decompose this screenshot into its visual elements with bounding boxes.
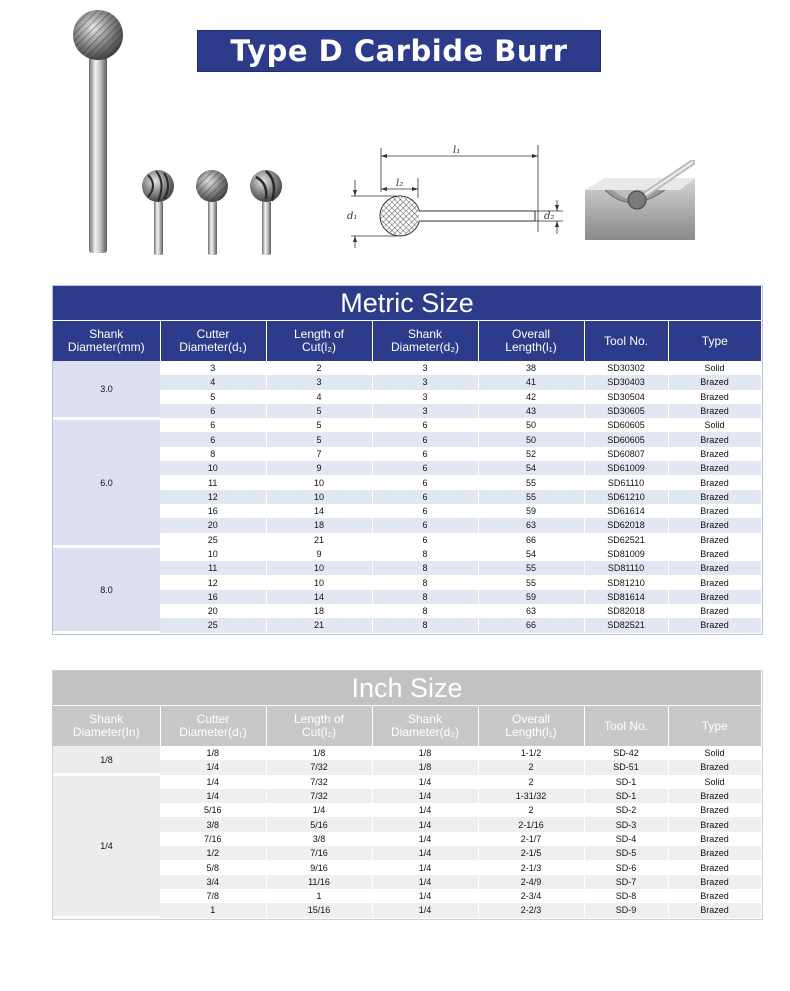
column-header-line: Diameter(d₂) (390, 340, 459, 354)
column-header-line: Diameter(In) (72, 725, 140, 739)
column-header (668, 706, 761, 747)
table-cell: 1-31/32 (478, 789, 584, 803)
table-cell: SD-6 (584, 860, 668, 874)
table-cell: 2-1/3 (478, 860, 584, 874)
table-cell: Brazed (668, 590, 761, 604)
table-cell: 8 (372, 604, 478, 618)
table-row (53, 461, 761, 475)
table-cell: SD61614 (584, 504, 668, 518)
table-cell: 1/4 (372, 803, 478, 817)
table-row (53, 875, 761, 889)
column-header-line: Cut(l₂) (302, 340, 336, 354)
l2-label: l₂ (396, 178, 404, 189)
table-cell: 1/4 (372, 846, 478, 860)
table-cell: 9/16 (266, 860, 372, 874)
table-cell: 1/8 (372, 760, 478, 774)
table-cell: Brazed (668, 533, 761, 547)
column-header-line: Shank (89, 327, 124, 341)
table-cell: SD62018 (584, 518, 668, 532)
table-cell: 10 (266, 490, 372, 504)
column-header-line: Type (701, 718, 728, 733)
table-cell: 5/16 (160, 803, 266, 817)
column-header (160, 321, 266, 362)
table-row (53, 903, 761, 917)
column-header (53, 706, 160, 747)
column-header (478, 706, 584, 747)
table-cell: 16 (160, 590, 266, 604)
table-cell: 66 (478, 618, 584, 632)
table-row (53, 432, 761, 446)
table-cell: 6 (160, 404, 266, 418)
table-cell: SD-51 (584, 760, 668, 774)
table-cell: 50 (478, 418, 584, 432)
table-cell: 10 (266, 475, 372, 489)
table-cell: 12 (160, 490, 266, 504)
table-cell: 5 (266, 418, 372, 432)
column-header-line: Shank (407, 327, 443, 341)
table-cell: 3 (372, 404, 478, 418)
table-row (53, 375, 761, 389)
table-cell: 6 (372, 475, 478, 489)
table-cell: 66 (478, 533, 584, 547)
table-cell: 6 (160, 418, 266, 432)
column-header-line: Tool No. (603, 718, 649, 733)
table-cell: 7/32 (266, 775, 372, 789)
table-cell: Brazed (668, 518, 761, 532)
metric-size-table (53, 286, 762, 634)
column-header (266, 321, 372, 362)
table-cell: 8 (372, 590, 478, 604)
table-cell: 16 (160, 504, 266, 518)
table-cell: 55 (478, 490, 584, 504)
table-cell: Brazed (668, 461, 761, 475)
table-cell: 1/4 (160, 760, 266, 774)
table-cell: 1/4 (372, 832, 478, 846)
table-cell: SD60605 (584, 432, 668, 446)
table-cell: Brazed (668, 889, 761, 903)
table-cell: SD62521 (584, 533, 668, 547)
table-row (53, 518, 761, 532)
table-row (53, 390, 761, 404)
table-cell: Brazed (668, 618, 761, 632)
table-cell: Brazed (668, 447, 761, 461)
column-header (372, 321, 478, 362)
table-cell: SD-1 (584, 775, 668, 789)
table-cell: 3 (372, 390, 478, 404)
column-header-line: Tool No. (603, 333, 649, 348)
table-cell: Solid (668, 746, 761, 760)
table-cell: Brazed (668, 846, 761, 860)
table-cell: Brazed (668, 375, 761, 389)
table-row (53, 760, 761, 774)
table-cell: 1/4 (160, 775, 266, 789)
table-cell: 10 (160, 461, 266, 475)
table-row (53, 889, 761, 903)
table-cell: 59 (478, 504, 584, 518)
table-cell: 2-2/3 (478, 903, 584, 917)
table-cell: 3/4 (160, 875, 266, 889)
column-header-line: Length of (293, 327, 345, 341)
table-cell: SD-2 (584, 803, 668, 817)
table-cell: 9 (266, 547, 372, 561)
column-header (584, 706, 668, 747)
table-cell: 14 (266, 504, 372, 518)
table-cell: SD60807 (584, 447, 668, 461)
page-title: Type D Carbide Burr (197, 30, 601, 72)
table-cell: 8 (372, 575, 478, 589)
table-cell: 54 (478, 461, 584, 475)
table-cell: 6 (372, 432, 478, 446)
column-header (668, 321, 761, 362)
column-header (584, 321, 668, 362)
table-row (53, 475, 761, 489)
table-row (53, 618, 761, 632)
product-photo (60, 5, 310, 260)
table-cell: SD-7 (584, 875, 668, 889)
table-cell: SD-3 (584, 817, 668, 831)
table-cell: 1/2 (160, 846, 266, 860)
column-header-line: Cutter (196, 712, 230, 726)
table-cell: 2 (478, 803, 584, 817)
table-cell: 1 (160, 903, 266, 917)
table-cell: 63 (478, 604, 584, 618)
table-cell: SD-5 (584, 846, 668, 860)
column-header (266, 706, 372, 747)
table-cell: 1/8 (372, 746, 478, 760)
table-cell: 6 (372, 504, 478, 518)
table-cell: Brazed (668, 803, 761, 817)
table-cell: 6 (372, 533, 478, 547)
table-cell: 5 (160, 390, 266, 404)
table-cell: SD30302 (584, 361, 668, 375)
table-cell: 1/4 (372, 875, 478, 889)
table-cell: SD82018 (584, 604, 668, 618)
table-cell: 52 (478, 447, 584, 461)
table-cell: 3 (266, 375, 372, 389)
table-cell: 3 (372, 375, 478, 389)
table-cell: Brazed (668, 903, 761, 917)
inch-size-table (53, 671, 762, 919)
column-header-line: Cutter (196, 327, 230, 341)
column-header-line: Diameter(d₁) (179, 725, 247, 739)
table-cell: SD-4 (584, 832, 668, 846)
table-cell: 6 (372, 447, 478, 461)
table-cell: 11/16 (266, 875, 372, 889)
table-cell: 7/8 (160, 889, 266, 903)
table-cell: 6 (160, 432, 266, 446)
table-row (53, 604, 761, 618)
table-row (53, 575, 761, 589)
inch-table-caption: Inch Size (53, 671, 761, 706)
table-cell: 7/32 (266, 760, 372, 774)
column-header (372, 706, 478, 747)
table-cell: 4 (160, 375, 266, 389)
column-header (478, 321, 584, 362)
table-cell: Brazed (668, 404, 761, 418)
table-cell: 7/16 (160, 832, 266, 846)
column-header-line: Cut(l₂) (302, 725, 336, 739)
table-row (53, 561, 761, 575)
application-illustration (585, 160, 695, 242)
table-row (53, 789, 761, 803)
column-header (160, 706, 266, 747)
table-cell: Brazed (668, 789, 761, 803)
column-header-line: Diameter(d₂) (390, 725, 459, 739)
table-cell: 1/4 (372, 889, 478, 903)
table-cell: 7/32 (266, 789, 372, 803)
table-cell: 21 (266, 618, 372, 632)
table-cell: Solid (668, 361, 761, 375)
table-cell: 5/16 (266, 817, 372, 831)
table-cell: 10 (266, 575, 372, 589)
table-cell: 3 (160, 361, 266, 375)
shank-diameter-group: 1/8 (53, 746, 160, 775)
column-header-line: Shank (89, 712, 124, 726)
table-row (53, 447, 761, 461)
table-cell: 12 (160, 575, 266, 589)
table-cell: Solid (668, 775, 761, 789)
table-cell: 10 (266, 561, 372, 575)
table-row (53, 860, 761, 874)
table-row (53, 590, 761, 604)
table-row (53, 775, 761, 789)
table-cell: 8 (372, 618, 478, 632)
table-cell: 11 (160, 561, 266, 575)
table-cell: 2-1/7 (478, 832, 584, 846)
column-header-line: Shank (407, 712, 443, 726)
table-cell: 1/4 (160, 789, 266, 803)
table-cell: 2 (478, 760, 584, 774)
table-cell: 8 (372, 547, 478, 561)
table-cell: 54 (478, 547, 584, 561)
table-cell: Brazed (668, 760, 761, 774)
table-row (53, 533, 761, 547)
metric-table-caption: Metric Size (53, 286, 761, 321)
table-cell: 8 (372, 561, 478, 575)
table-cell: SD-9 (584, 903, 668, 917)
column-header-line: Type (701, 333, 728, 348)
table-cell: SD81614 (584, 590, 668, 604)
table-cell: SD-42 (584, 746, 668, 760)
column-header-line: Length(l₁) (505, 340, 557, 354)
table-cell: 2-3/4 (478, 889, 584, 903)
table-cell: 18 (266, 518, 372, 532)
table-cell: 43 (478, 404, 584, 418)
table-cell: 1/4 (372, 775, 478, 789)
l1-label: l₁ (453, 145, 461, 156)
table-row (53, 817, 761, 831)
column-header-line: Length(l₁) (505, 725, 557, 739)
table-cell: SD-8 (584, 889, 668, 903)
table-cell: Brazed (668, 832, 761, 846)
table-cell: SD81009 (584, 547, 668, 561)
table-row (53, 832, 761, 846)
table-cell: 2 (478, 775, 584, 789)
column-header-line: Diameter(d₁) (179, 340, 247, 354)
table-row (53, 504, 761, 518)
table-cell: 1 (266, 889, 372, 903)
table-cell: 6 (372, 490, 478, 504)
table-row (53, 547, 761, 561)
table-cell: 63 (478, 518, 584, 532)
table-cell: 1-1/2 (478, 746, 584, 760)
table-cell: SD30403 (584, 375, 668, 389)
table-cell: SD61009 (584, 461, 668, 475)
shank-diameter-group: 1/4 (53, 775, 160, 918)
table-cell: 50 (478, 432, 584, 446)
table-row (53, 746, 761, 760)
column-header-line: Length of (293, 712, 345, 726)
shank-diameter-group: 3.0 (53, 361, 160, 418)
table-cell: 3/8 (266, 832, 372, 846)
table-cell: SD82521 (584, 618, 668, 632)
table-row (53, 803, 761, 817)
table-cell: 5 (266, 404, 372, 418)
table-cell: 1/4 (266, 803, 372, 817)
table-cell: 38 (478, 361, 584, 375)
table-cell: 21 (266, 533, 372, 547)
table-cell: 2-1/5 (478, 846, 584, 860)
table-cell: 1/4 (372, 817, 478, 831)
column-header (53, 321, 160, 362)
table-cell: 55 (478, 575, 584, 589)
table-cell: 18 (266, 604, 372, 618)
table-cell: Brazed (668, 475, 761, 489)
table-cell: 1/8 (160, 746, 266, 760)
table-cell: Brazed (668, 432, 761, 446)
d2-label: d₂ (544, 211, 555, 222)
table-row (53, 361, 761, 375)
table-cell: SD60605 (584, 418, 668, 432)
table-cell: 7/16 (266, 846, 372, 860)
dimension-diagram (335, 140, 575, 250)
table-cell: SD30504 (584, 390, 668, 404)
table-cell: Solid (668, 418, 761, 432)
table-cell: 6 (372, 518, 478, 532)
table-cell: SD61110 (584, 475, 668, 489)
table-row (53, 490, 761, 504)
table-cell: 14 (266, 590, 372, 604)
table-cell: 2-1/16 (478, 817, 584, 831)
table-cell: 59 (478, 590, 584, 604)
table-cell: 25 (160, 533, 266, 547)
table-cell: Brazed (668, 390, 761, 404)
d1-label: d₁ (347, 211, 358, 222)
table-cell: 6 (372, 418, 478, 432)
table-cell: 11 (160, 475, 266, 489)
table-cell: SD30605 (584, 404, 668, 418)
table-cell: 42 (478, 390, 584, 404)
table-cell: 5 (266, 432, 372, 446)
table-cell: 1/4 (372, 860, 478, 874)
column-header-line: Overall (511, 712, 550, 726)
table-cell: 1/4 (372, 903, 478, 917)
table-cell: 15/16 (266, 903, 372, 917)
shank-diameter-group: 8.0 (53, 547, 160, 633)
table-cell: SD-1 (584, 789, 668, 803)
table-cell: 41 (478, 375, 584, 389)
table-cell: 10 (160, 547, 266, 561)
table-row (53, 846, 761, 860)
table-cell: 25 (160, 618, 266, 632)
table-cell: 4 (266, 390, 372, 404)
table-row (53, 404, 761, 418)
table-cell: 20 (160, 518, 266, 532)
table-cell: Brazed (668, 860, 761, 874)
table-cell: 3/8 (160, 817, 266, 831)
table-cell: 2-4/9 (478, 875, 584, 889)
table-cell: Brazed (668, 817, 761, 831)
table-cell: SD61210 (584, 490, 668, 504)
table-cell: 55 (478, 561, 584, 575)
table-cell: SD81210 (584, 575, 668, 589)
table-cell: 3 (372, 361, 478, 375)
table-cell: 5/8 (160, 860, 266, 874)
column-header-line: Overall (511, 327, 550, 341)
table-cell: Brazed (668, 561, 761, 575)
table-cell: 1/8 (266, 746, 372, 760)
table-cell: 1/4 (372, 789, 478, 803)
table-cell: 8 (160, 447, 266, 461)
table-cell: 6 (372, 461, 478, 475)
table-cell: 9 (266, 461, 372, 475)
table-cell: Brazed (668, 504, 761, 518)
table-cell: Brazed (668, 604, 761, 618)
table-cell: SD81110 (584, 561, 668, 575)
table-cell: Brazed (668, 875, 761, 889)
shank-diameter-group: 6.0 (53, 418, 160, 547)
table-cell: 55 (478, 475, 584, 489)
table-cell: 7 (266, 447, 372, 461)
table-cell: 20 (160, 604, 266, 618)
table-cell: Brazed (668, 490, 761, 504)
table-cell: Brazed (668, 575, 761, 589)
table-cell: Brazed (668, 547, 761, 561)
column-header-line: Diameter(mm) (67, 340, 145, 354)
table-cell: 2 (266, 361, 372, 375)
table-row (53, 418, 761, 432)
